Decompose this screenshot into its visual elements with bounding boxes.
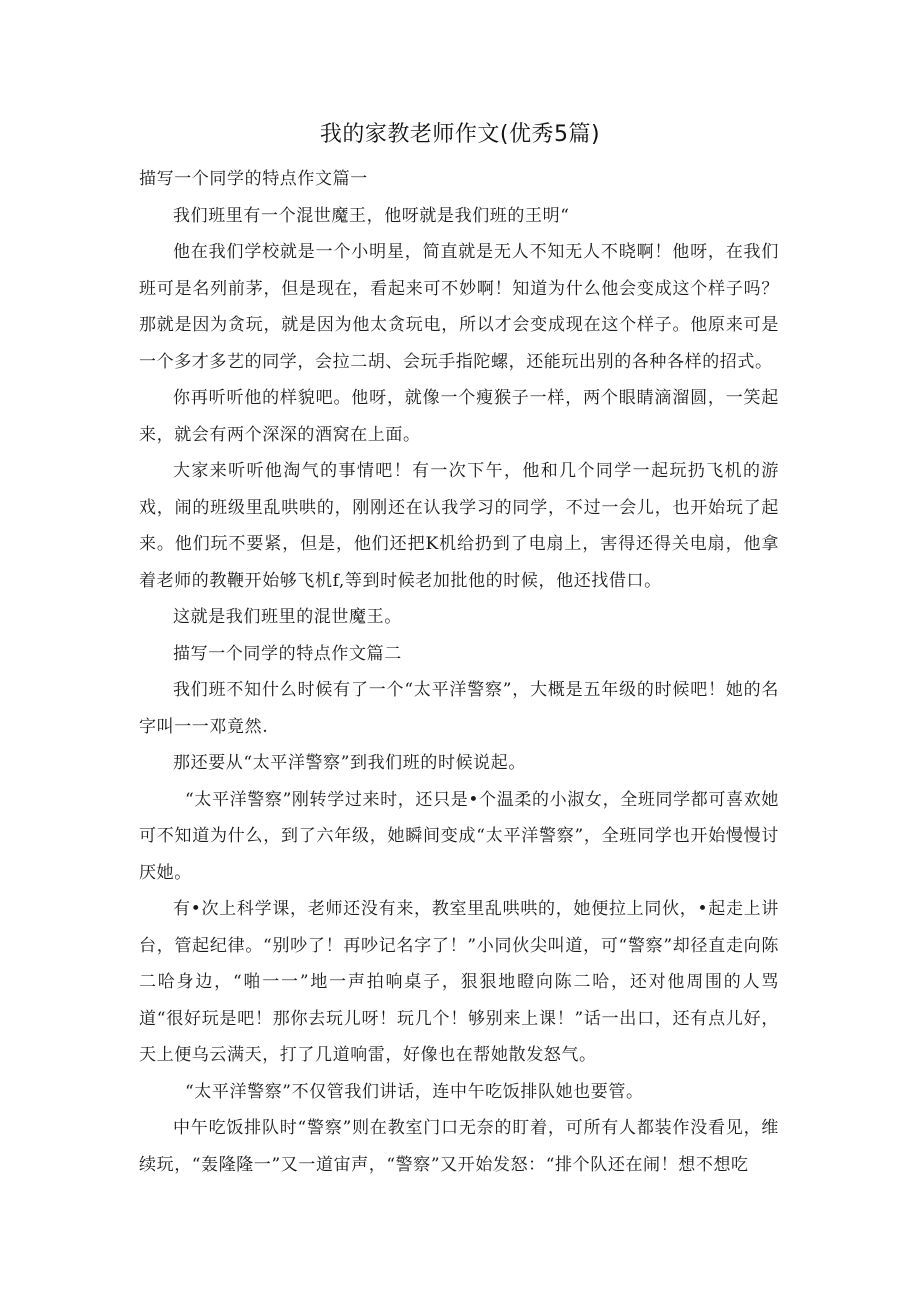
paragraph: “太平洋警察”刚转学过来时，还只是•个温柔的小淑女，全班同学都可喜欢她可不知道为什么，到了六年级，她瞬间变成“太平洋警察”，全班同学也开始慢慢讨厌她。 [139, 789, 779, 883]
paragraph: 有•次上科学课，老师还没有来，教室里乱哄哄的，她便拉上同伙，•起走上讲台，管起纪律。“别吵了！再吵记名字了！”小同伙尖叫道，可“警察”却径直走向陈二哈身边，“啪一一”地一声拍响桌子，狠狠地瞪向陈二哈，还对他周围的人骂道“很好玩是吧！那你去玩儿呀！玩几个！够别来上课！”话一出口，还有点儿好，天上便乌云满天，打了几道响雷，好像也在帮她散发怒气。 [139, 899, 779, 1065]
paragraph: 这就是我们班里的混世魔王。 [173, 607, 402, 627]
document-title: 我的家教老师作文(优秀5篇) [319, 122, 601, 147]
paragraph: 那还要从“太平洋警察”到我们班的时候说起。 [173, 753, 526, 773]
paragraph: 我们班里有一个混世魔王，他呀就是我们班的王明“ [173, 205, 570, 226]
paragraph: 中午吃饭排队时“警察”则在教室门口无奈的盯着，可所有人都装作没看见，维续玩，“轰隆隆一”又一道宙声，“警察”又开始发怒：“排个队还在闹！想不想吃 [139, 1118, 779, 1175]
paragraph: 你再听听他的样貌吧。他呀，就像一个瘦猴子一样，两个眼睛滴溜圆，一笑起来，就会有两个深深的酒窝在上面。 [139, 388, 779, 445]
document-body [139, 161, 779, 1183]
paragraph: 大家来听听他淘气的事情吧！有一次下午，他和几个同学一起玩扔飞机的游戏，闹的班级里乱哄哄的，刚刚还在认我学习的同学，不过一会儿，也开始玩了起来。他们玩不要紧，但是，他们还把K机给扔到了电扇上，害得还得关电扇，他拿着老师的教鞭开始够飞机f,等到时候老加批他的时候，他还找借口。 [139, 461, 779, 591]
section-heading-1: 描写一个同学的特点作文篇一 [139, 169, 368, 189]
section-heading-2: 描写一个同学的特点作文篇二 [173, 643, 402, 664]
paragraph: 他在我们学校就是一个小明星，简直就是无人不知无人不晓啊！他呀，在我们班可是名列前茅，但是现在，看起来可不妙啊！知道为什么他会变成这个样子吗？那就是因为贪玩，就是因为他太贪玩电，所以才会变成现在这个样子。他原来可是一个多才多艺的同学，会拉二胡、会玩手指陀螺，还能玩出别的各种各样的招式。 [139, 242, 779, 372]
paragraph: 我们班不知什么时候有了一个“太平洋警察”，大概是五年级的时候吧！她的名字叫一一邓竟然. [139, 680, 779, 737]
paragraph: “太平洋警察”不仅管我们讲话，连中午吃饭排队她也要管。 [185, 1081, 644, 1102]
